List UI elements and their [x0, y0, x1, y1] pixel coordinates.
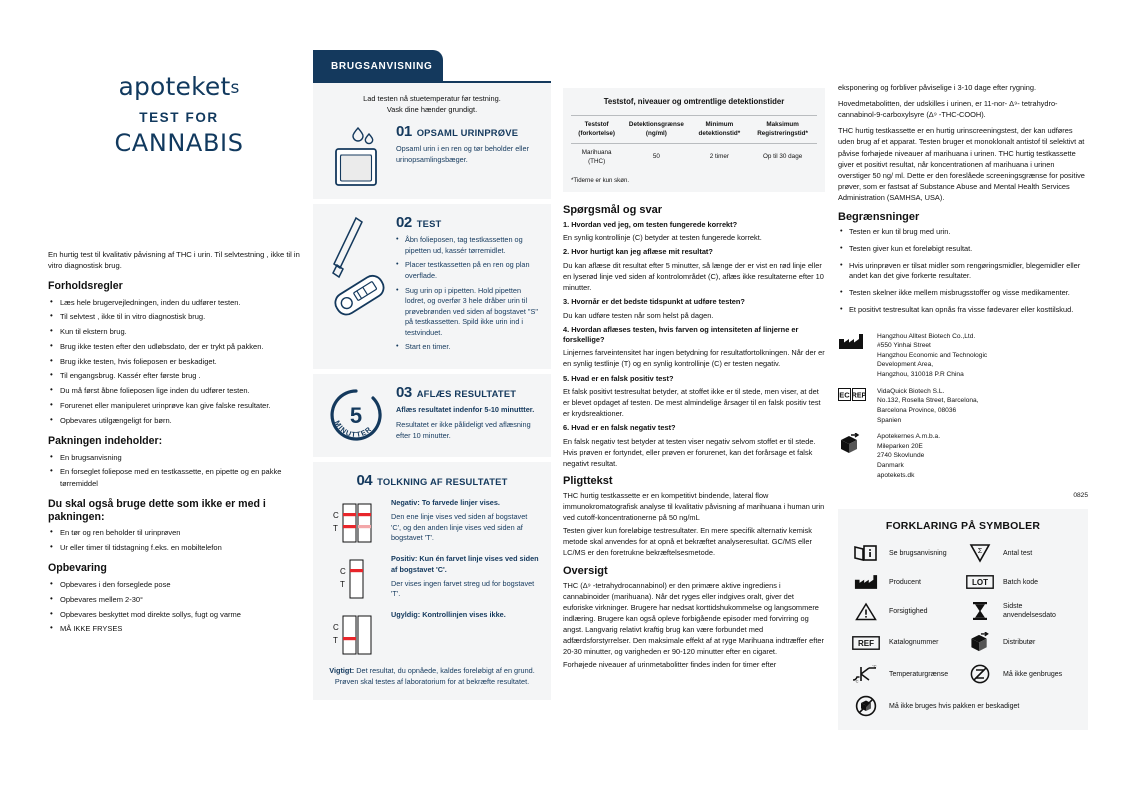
damaged-package-icon — [851, 695, 881, 717]
duty-paragraph: Testen giver kun foreløbige testresultater. En mere specifik alternativ kemisk metode skal anvendes for at opnå et bekræftet analyseresultat. GC/MS eller LC/MS er den foretrukne bekræftelsesmetode. — [563, 526, 812, 558]
step-number: 03 — [396, 384, 412, 401]
step-number: 01 — [396, 123, 412, 141]
address-line: No.132, Rosella Street, Barcelona, — [877, 397, 979, 405]
faq-answer: Et falsk positivt testresultat betyder, at stoffet ikke er til stede, men viser, at det er blevet opdaget af testen. De mest almindelige årsager til en falsk positiv test er krydsreaktioner. — [563, 386, 821, 419]
table-cell: 2 timer — [691, 144, 749, 172]
symbol-caution — [851, 601, 961, 621]
brand-logo — [48, 72, 310, 157]
address-line: VidaQuick Biotech S.L. — [877, 387, 945, 395]
ref-icon — [851, 636, 881, 650]
duty-paragraph: THC hurtig testkassette er en kompetitivt bindende, lateral flow immunokromatografisk analyse til kvalitativ påvisning af marihuana i human urin ved cutoff-koncentrationerne på 50 ng/mL — [563, 490, 825, 523]
table-header-cell: Maksimum Registreringstid* — [748, 116, 817, 144]
address-text — [877, 387, 979, 426]
svg-text:T: T — [333, 524, 338, 534]
brand-product: CANNABIS — [114, 129, 244, 157]
table-row — [571, 144, 817, 172]
svg-text:C: C — [333, 511, 339, 521]
strip-positive-icon — [325, 554, 381, 603]
address-line: Hangzhou, 310018 P.R China — [877, 371, 964, 378]
negative-text: Den ene linje vises ved siden af bogstavet 'C', og den anden linje vises ved siden af bogstavet 'T'. — [391, 511, 528, 543]
table-header-cell: Teststof (forkortelse) — [571, 116, 622, 144]
list-item: • Sug urin op i pipetten. Hold pipetten lodret, og overfør 3 hele dråber urin til prøvebrønden ved siden af bogstavet "S" på testkassetten. Spild ikke urin ind i testvinduet. — [396, 286, 539, 339]
overview-heading: Oversigt — [563, 564, 608, 577]
address-line: apotekets.dk — [877, 471, 915, 479]
limits-heading: Begrænsninger — [838, 211, 920, 224]
list-item: • Kun til ekstern brug. — [48, 326, 310, 337]
brand-name-suffix: s — [230, 78, 240, 98]
address-line: Barcelona Province, 08036 — [877, 406, 957, 414]
continued-paragraph: eksponering og forbliver påviselige i 3-10 dage efter rygning. — [838, 83, 1037, 92]
svg-text:REF: REF — [858, 638, 874, 648]
symbol-label: Må ikke bruges hvis pakken er beskadiget — [889, 702, 1020, 710]
faq-question: 2. Hvor hurtigt kan jeg aflæse mit resultat? — [563, 247, 713, 257]
address-text — [877, 432, 940, 480]
symbol-label: Producent — [889, 578, 921, 586]
svg-text:°C: °C — [854, 678, 859, 684]
overview-paragraph: THC (Δ⁹ -tetrahydrocannabinol) er den primære aktive ingrediens i cannabinoider (marihuana). Når det ryges eller indgives oralt, giver det euforiske virkninger. Brugere har nedsat korttidshukommelse og langsommere indlæring. Brugere kan også opleve forbigående episoder med forvirring og angst. Langvarig relativt kraftig brug kan være forbundet med adfærdsforstyrrelser. Den maksimale effekt af at ryge Marihuana indtræffer efter 20-30 minutter, og varigheden er 90-120 minutter efter en cigaret. — [563, 580, 824, 657]
faq-answer: Du kan udføre testen når som helst på dagen. — [563, 310, 714, 320]
duty-heading: Pligttekst — [563, 474, 613, 487]
address-line: #550 Yinhai Street — [877, 342, 931, 350]
address-line: Hangzhou Alltest Biotech Co.,Ltd. — [877, 332, 976, 340]
instructions-tab-label: BRUGSANVISNING — [313, 50, 443, 83]
also-need-list — [48, 527, 310, 553]
faq-question: 6. Hvad er en falsk negativ test? — [563, 423, 676, 433]
address-line: Spanien — [877, 416, 902, 424]
symbol-label: Se brugsanvisning — [889, 549, 947, 557]
list-item: • Hvis urinprøven er tilsat midler som rengøringsmidler, blegemidler eller andet kan det give forkerte resultater. — [838, 261, 1088, 282]
preamble — [325, 93, 539, 115]
list-item: • Opbevares mellem 2-30° — [48, 594, 310, 605]
document-code: 0825 — [1073, 492, 1088, 500]
lot-icon — [965, 575, 995, 589]
list-item: • Testen giver kun et foreløbigt resultat. — [838, 244, 1088, 255]
list-item: • Opbevares i den forseglede pose — [48, 579, 310, 590]
faq-question: 1. Hvordan ved jeg, om testen fungerede korrekt? — [563, 220, 738, 229]
list-item: • Du må først åbne folieposen lige inden du udfører testen. — [48, 385, 310, 396]
address-line: Apotekernes A.m.b.a. — [877, 433, 941, 441]
address-line: 2740 Skovlunde — [877, 452, 925, 460]
list-item: • Til engangsbrug. Kassér efter første brug . — [48, 370, 310, 381]
table-cell: Marihuana (THC) — [571, 144, 622, 172]
ec-rep-icon — [838, 387, 868, 401]
step-01-card — [313, 83, 551, 199]
address-ec-rep — [838, 387, 1088, 426]
caution-triangle-icon — [851, 602, 881, 621]
table-cell: Op til 30 dage — [748, 144, 817, 172]
pipette-cassette-icon — [325, 214, 387, 328]
symbols-legend-card — [838, 509, 1088, 730]
step-03-card — [313, 374, 551, 457]
preamble-line-2: Vask dine hænder grundigt. — [386, 105, 478, 115]
principle-paragraph: THC hurtig testkassette er en hurtig urinscreeningstest, der kan udføres uden brug af et apparat. Testen bruger et monoklonalt antistof til selektivt at påvise forhøjede niveauer af marihuana i urinen. THC hurtig testkassette giver et positivt resultat, når koncentrationen af marihuana i urinen overstiger 50 ng/ ml. Dette er den foreslåede screeningsgrænse for positive prøver, som er fastsat af Substance Abuse and Mental Health Services Administration (SAMHSA, USA). — [838, 126, 1085, 202]
list-item: • Opbevares beskyttet mod direkte sollys, fugt og varme — [48, 609, 310, 620]
address-text — [877, 332, 987, 380]
faq-answer: Linjernes farveintensitet har ingen betydning for resultatfortolkningen. Når der er en synlig testlinje (T) og en synlig kontrollinje (C) er testen negativ. — [563, 348, 825, 369]
invalid-title: Ugyldig: Kontrollinjen vises ikke. — [391, 610, 506, 620]
do-not-reuse-icon — [965, 664, 995, 684]
symbol-label: Batch kode — [1003, 578, 1039, 586]
table-cell: 50 — [622, 144, 690, 172]
svg-text:Σ: Σ — [977, 548, 983, 556]
positive-text: Der vises ingen farvet streg ud for bogstavet 'T'. — [391, 578, 535, 599]
step-title: OPSAML URINPRØVE — [416, 127, 519, 139]
symbol-quantity — [965, 543, 1075, 563]
list-item: • Forurenet eller manipuleret urinprøve kan give falske resultater. — [48, 400, 310, 411]
address-distributor — [838, 432, 1088, 480]
symbol-consult-ifu — [851, 543, 961, 563]
symbol-label: Sidste anvendelsesdato — [1003, 603, 1056, 620]
also-need-heading: Du skal også bruge dette som ikke er med i pakningen: — [48, 497, 266, 523]
column-table-and-faq — [563, 88, 825, 672]
list-item: • Til selvtest , ikke til in vitro diagnostisk brug. — [48, 311, 310, 322]
symbol-distributor — [965, 632, 1075, 653]
address-manufacturer — [838, 332, 1088, 380]
contains-heading: Pakningen indeholder: — [48, 434, 163, 447]
tab-rule — [443, 81, 551, 83]
list-item: • Start en timer. — [396, 342, 539, 353]
brand-test-for: TEST FOR — [139, 110, 219, 125]
list-item: • Testen skelner ikke mellem misbrugsstoffer og visse medikamenter. — [838, 288, 1088, 299]
list-item: • En tør og ren beholder til urinprøven — [48, 527, 310, 538]
step-02-card — [313, 204, 551, 369]
result-invalid — [325, 610, 539, 659]
symbol-do-not-reuse — [965, 664, 1075, 684]
factory-icon — [851, 574, 881, 590]
metabolite-paragraph: Hovedmetabolitten, der udskilles i urinen, er 11-nor- Δ⁹- tetrahydro-cannabinol-9-carboxylsyre (Δ⁹ -THC-COOH). — [838, 99, 1058, 120]
symbol-lot — [965, 574, 1075, 590]
quantity-funnel-icon — [965, 543, 995, 563]
table-header-row — [571, 116, 817, 144]
symbol-label: Distributør — [1003, 639, 1036, 647]
symbol-ref — [851, 632, 961, 653]
temperature-limit-icon — [851, 665, 881, 683]
symbol-damaged-package — [851, 695, 1075, 717]
list-item: • Ur eller timer til tidstagning f.eks. en mobiltelefon — [48, 542, 310, 553]
instructions-tab-bar — [313, 50, 551, 83]
symbol-label: Temperaturgrænse — [889, 670, 949, 678]
result-negative — [325, 498, 539, 547]
step-title: AFLÆS RESULTATET — [416, 388, 517, 399]
step-title: TEST — [416, 218, 442, 230]
column-instructions — [313, 50, 551, 705]
limits-list — [838, 227, 1088, 315]
svg-text:LOT: LOT — [972, 578, 988, 588]
storage-heading: Opbevaring — [48, 562, 107, 575]
important-text: Det resultat, du opnåede, kaldes foreløbigt af en grund. Prøven skal testes af laboratorium for at bekræfte resultatet. — [334, 666, 535, 686]
distributor-icon — [965, 632, 995, 653]
list-item: • Testen er kun til brug med urin. — [838, 227, 1088, 238]
hourglass-icon — [965, 601, 995, 621]
ifu-booklet-icon — [851, 544, 881, 562]
brand-name: apotekets — [118, 72, 240, 101]
symbol-label: Antal test — [1003, 549, 1033, 557]
clock-label: MINUTTER — [332, 418, 374, 440]
positive-title: Positiv: Kun én farvet linje vises ved siden af bogstavet 'C'. — [391, 554, 539, 574]
symbol-label: Forsigtighed — [889, 607, 928, 615]
detection-table-card — [563, 88, 825, 192]
detection-table — [571, 115, 817, 171]
address-line: Mileparken 20E — [877, 442, 923, 450]
list-item: • Placer testkassetten på en ren og plan overflade. — [396, 260, 539, 281]
contains-list — [48, 452, 310, 489]
addresses — [838, 332, 1088, 500]
precautions-heading: Forholdsregler — [48, 280, 123, 292]
overview-paragraph: Forhøjede niveauer af urinmetabolitter findes inden for timer efter — [563, 660, 777, 670]
address-line: Danmark — [877, 462, 904, 469]
svg-text:C: C — [333, 623, 339, 633]
step-number: 02 — [396, 214, 412, 232]
storage-list — [48, 579, 310, 635]
step-bullets — [396, 235, 539, 353]
address-line: Hangzhou Economic and Technologic — [877, 351, 988, 359]
svg-text:C: C — [340, 567, 346, 577]
svg-text:T: T — [333, 636, 338, 646]
step-title: TOLKNING AF RESULTATET — [377, 476, 508, 488]
list-item: • Åbn folieposen, tag testkassetten og pipetten ud, kassér tørremidlet. — [396, 235, 539, 256]
step-text: Resultatet er ikke pålideligt ved aflæsning efter 10 minutter. — [396, 419, 531, 440]
address-line: Development Area, — [877, 361, 934, 369]
faq-answer: En falsk negativ test betyder at testen viser negativ selvom stoffet er til stede. Hvis prøven er fortyndet, eller prøven er forurenet, kan det forårsage et falsk negativt resultat. — [563, 436, 816, 468]
list-item: • Et positivt testresultat kan opnås fra visse fødevarer eller kosttilskud. — [838, 305, 1088, 316]
svg-text:EC: EC — [839, 390, 850, 400]
negative-title: Negativ: To farvede linjer vises. — [391, 498, 500, 508]
table-title: Teststof, niveauer og omtrentlige detektionstider — [603, 97, 785, 106]
table-note: *Tiderne er kun skøn. — [571, 177, 630, 184]
factory-icon — [838, 332, 868, 350]
precautions-list — [48, 297, 310, 426]
column-brand-and-precautions — [48, 72, 310, 638]
list-item: • MÅ IKKE FRYSES — [48, 623, 310, 634]
preamble-line-1: Lad testen nå stuetemperatur før testning. — [363, 94, 501, 103]
table-header-cell: Minimum detektionstid* — [691, 116, 749, 144]
symbol-label: Katalognummer — [889, 639, 939, 647]
intro-text: En hurtig test til kvalitativ påvisning af THC i urin. Til selvtestning , ikke til in vitro diagnostisk brug. — [48, 250, 300, 270]
faq-question: 4. Hvordan aflæses testen, hvis farven og intensiteten af linjerne er forskellige? — [563, 324, 799, 344]
result-positive — [325, 554, 539, 603]
step-04-card — [313, 462, 551, 699]
five-minutes-clock-icon — [325, 384, 387, 444]
step-text: Opsaml urin i en ren og tør beholder eller urinopsamlingsbæger. — [396, 144, 530, 165]
svg-text:T: T — [340, 580, 345, 590]
list-item: • En forseglet foliepose med en testkassette, en pipette og en pakke tørremiddel — [48, 466, 310, 489]
urine-cup-icon — [325, 123, 387, 187]
symbol-label: Må ikke genbruges — [1003, 670, 1063, 678]
faq-answer: En synlig kontrollinje (C) betyder at testen fungerede korrekt. — [563, 233, 762, 243]
symbol-manufacturer — [851, 574, 961, 590]
list-item: • Brug ikke testen efter den udløbsdato, der er trykt på pakken. — [48, 341, 310, 352]
symbol-temperature-limit — [851, 664, 961, 684]
symbols-heading: FORKLARING PÅ SYMBOLER — [885, 520, 1041, 533]
step-text-bold: Aflæs resultatet indenfor 5-10 minuttter. — [396, 405, 535, 414]
table-header-cell: Detektionsgrænse (ng/ml) — [622, 116, 690, 144]
clock-number: 5 — [349, 403, 363, 428]
important-note — [325, 666, 539, 687]
list-item: • Brug ikke testen, hvis folieposen er beskadiget. — [48, 356, 310, 367]
symbol-use-by — [965, 601, 1075, 621]
svg-text:REP: REP — [851, 392, 866, 400]
step-number: 04 — [356, 472, 373, 490]
list-item: • Læs hele brugervejledningen, inden du udfører testen. — [48, 297, 310, 308]
column-limits-and-symbols — [838, 82, 1088, 730]
distributor-icon — [838, 432, 868, 455]
faq-question: 3. Hvornår er det bedste tidspunkt at udføre testen? — [563, 297, 745, 307]
list-item: • En brugsanvisning — [48, 452, 310, 463]
faq-heading: Spørgsmål og svar — [563, 204, 663, 216]
faq-question: 5. Hvad er en falsk positiv test? — [563, 373, 674, 383]
svg-text:°C: °C — [872, 665, 877, 669]
list-item: • Opbevares utilgængeligt for børn. — [48, 415, 310, 426]
faq-answer: Du kan aflæse dit resultat efter 5 minutter, så længe der er vist en rød linje eller en lyserød linje ved siden af kontrolområdet (C), aflæs ikke resultaterne efter 10 minutter. — [563, 260, 824, 293]
important-label: Vigtigt: — [329, 666, 355, 676]
strip-invalid-icon — [325, 610, 381, 659]
strip-negative-icon — [325, 498, 381, 547]
